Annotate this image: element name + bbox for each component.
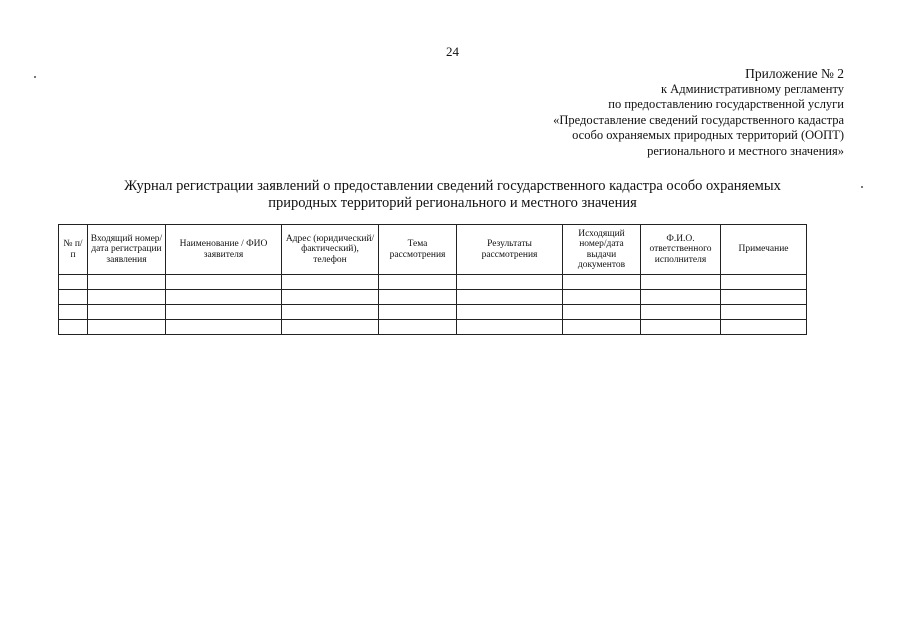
- table-cell: [59, 305, 88, 320]
- annex-block: [553, 66, 844, 159]
- table-cell: [641, 320, 721, 335]
- table-cell: [166, 290, 282, 305]
- table-cell: [282, 305, 379, 320]
- table-cell: [721, 320, 807, 335]
- annex-line: «Предоставление сведений государственного кадастра: [553, 112, 844, 127]
- journal-title-line: Журнал регистрации заявлений о предоставлении сведений государственного кадастра особо охраняемых: [124, 178, 781, 194]
- table-cell: [641, 290, 721, 305]
- journal-title-line: природных территорий регионального и местного значения: [268, 195, 637, 211]
- annex-line: Приложение № 2: [745, 66, 844, 81]
- column-header-results: Результаты рассмотрения: [457, 225, 563, 275]
- table-cell: [379, 305, 457, 320]
- scan-speck: [861, 186, 863, 188]
- column-header-subject: Тема рассмотрения: [379, 225, 457, 275]
- column-header-outgoing: Исходящий номер/дата выдачи документов: [563, 225, 641, 275]
- table-cell: [59, 275, 88, 290]
- table-cell: [88, 305, 166, 320]
- table-cell: [379, 320, 457, 335]
- scan-speck: [34, 76, 36, 78]
- table-cell: [59, 320, 88, 335]
- annex-line: к Административному регламенту: [660, 81, 844, 96]
- annex-line: регионального и местного значения»: [647, 143, 844, 158]
- table-cell: [88, 320, 166, 335]
- column-header-note: Примечание: [721, 225, 807, 275]
- table-cell: [457, 305, 563, 320]
- table-cell: [59, 290, 88, 305]
- table-cell: [282, 320, 379, 335]
- table-row: [59, 320, 807, 335]
- column-header-incoming: Входящий номер/дата регистрации заявления: [88, 225, 166, 275]
- table-cell: [563, 290, 641, 305]
- table-cell: [641, 275, 721, 290]
- table-body: [59, 275, 807, 335]
- table-row: [59, 275, 807, 290]
- column-header-applicant: Наименование / ФИО заявителя: [166, 225, 282, 275]
- table-row: [59, 305, 807, 320]
- table-cell: [166, 305, 282, 320]
- table-cell: [457, 320, 563, 335]
- table-cell: [88, 290, 166, 305]
- table-cell: [721, 290, 807, 305]
- table-cell: [641, 305, 721, 320]
- page-number: 24: [446, 44, 459, 59]
- annex-line: по предоставлению государственной услуги: [608, 97, 844, 111]
- registration-journal-table: [58, 224, 807, 335]
- table-cell: [166, 275, 282, 290]
- table-row: [59, 290, 807, 305]
- table-cell: [563, 275, 641, 290]
- table-cell: [721, 275, 807, 290]
- journal-title: [0, 178, 905, 212]
- table-cell: [457, 275, 563, 290]
- table-cell: [282, 290, 379, 305]
- table-cell: [88, 275, 166, 290]
- table-cell: [563, 320, 641, 335]
- table-cell: [563, 305, 641, 320]
- column-header-number: № п/п: [59, 225, 88, 275]
- column-header-executor: Ф.И.О. ответственного исполнителя: [641, 225, 721, 275]
- table-cell: [379, 290, 457, 305]
- annex-line: особо охраняемых природных территорий (ООПТ): [572, 128, 844, 142]
- table-header-row: [59, 225, 807, 275]
- table-cell: [166, 320, 282, 335]
- table-cell: [721, 305, 807, 320]
- table-cell: [282, 275, 379, 290]
- table-cell: [379, 275, 457, 290]
- column-header-address: Адрес (юридический/ фактический), телефон: [282, 225, 379, 275]
- table-cell: [457, 290, 563, 305]
